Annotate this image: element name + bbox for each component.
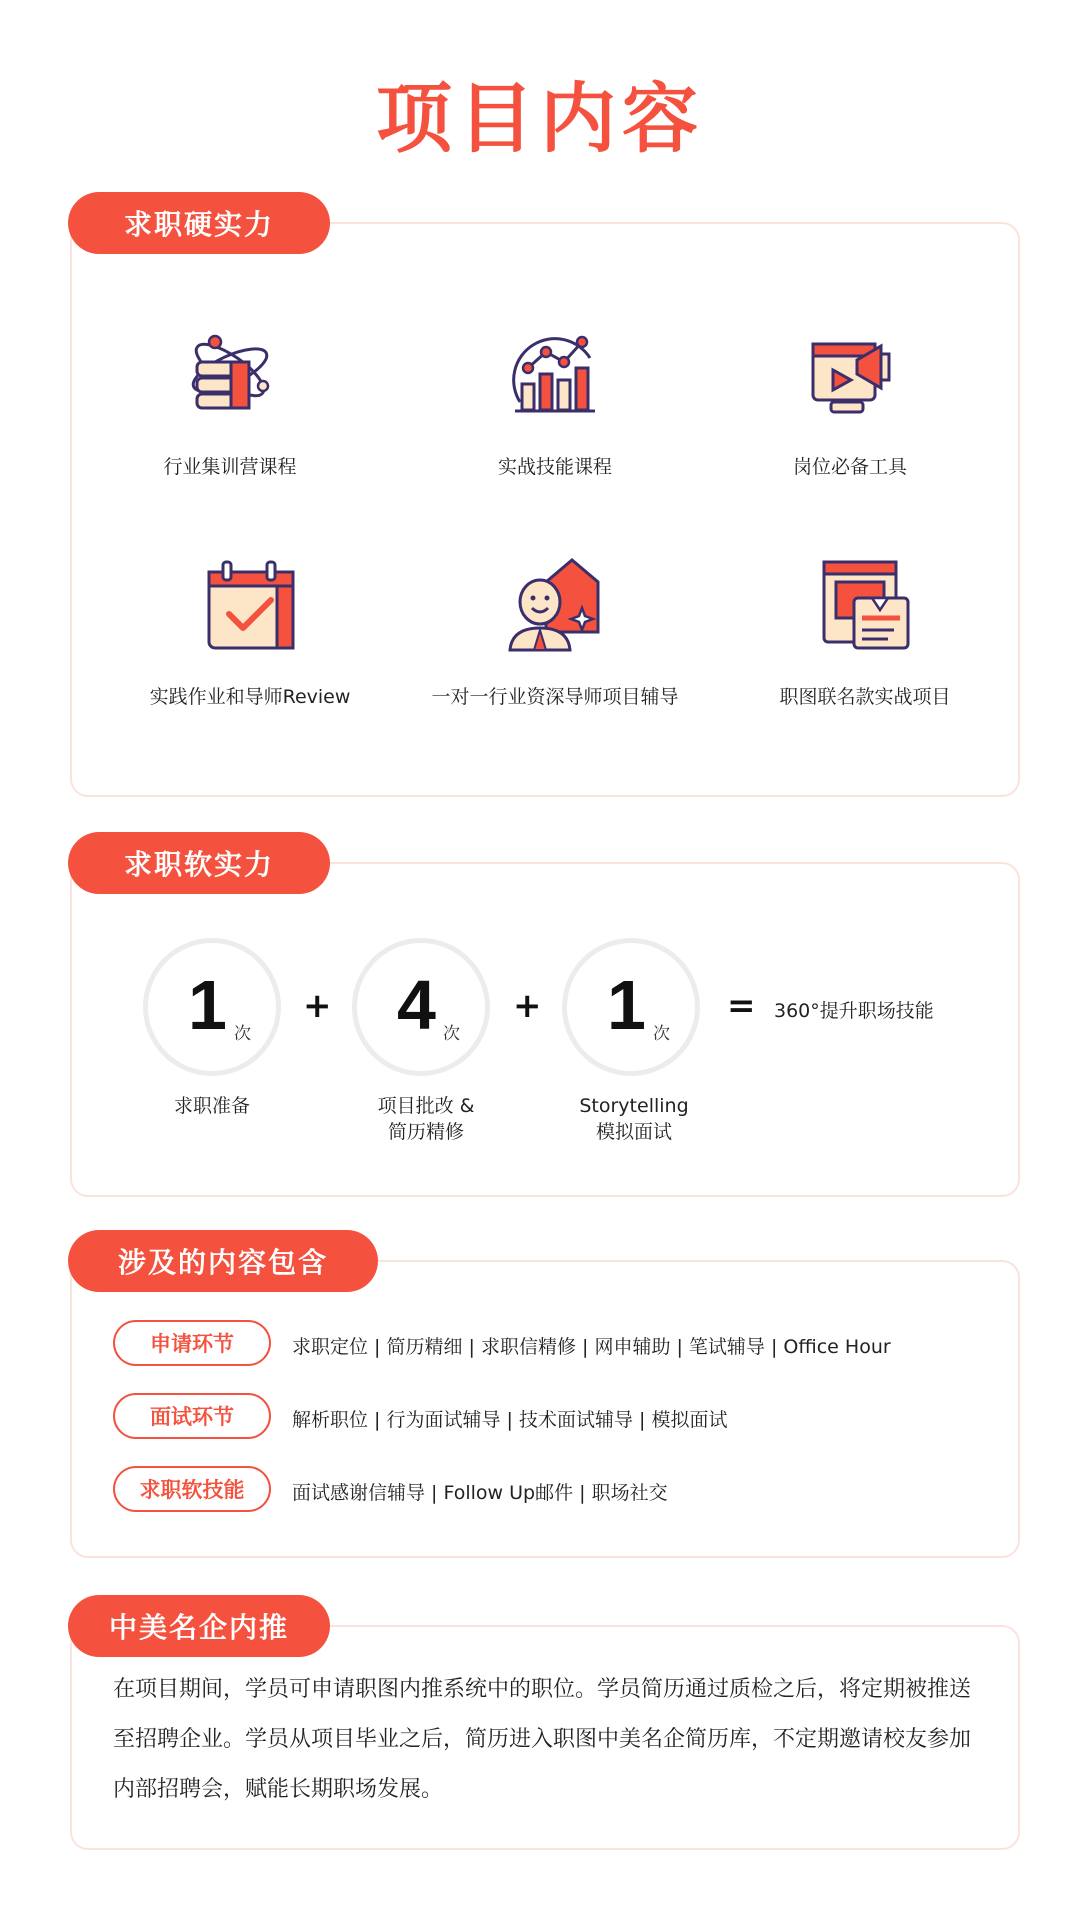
count-label-line: 求职准备 bbox=[173, 1095, 250, 1117]
hard-skills-card bbox=[70, 222, 1020, 797]
count-label bbox=[534, 1093, 734, 1145]
hard-skills-heading: 求职硬实力 bbox=[68, 192, 330, 254]
result-text: 360°提升职场技能 bbox=[774, 1000, 934, 1022]
page-title: 项目内容 bbox=[376, 74, 704, 163]
plus-sign: + bbox=[513, 986, 542, 1026]
row-text: 求职定位 | 简历精细 | 求职信精修 | 网申辅助 | 笔试辅导 | Office Hour bbox=[292, 1336, 891, 1358]
feature-industry-course bbox=[70, 322, 390, 479]
feature-tools bbox=[690, 322, 1010, 479]
count-label bbox=[112, 1093, 312, 1119]
tag-application: 申请环节 bbox=[113, 1320, 271, 1366]
count-number: 1 bbox=[607, 966, 646, 1044]
feature-label: 职图联名款实战项目 bbox=[779, 686, 951, 708]
plus-sign: + bbox=[303, 986, 332, 1026]
megaphone-video-icon bbox=[795, 322, 905, 432]
content-heading: 涉及的内容包含 bbox=[68, 1230, 378, 1292]
count-unit: 次 bbox=[443, 1024, 460, 1044]
server-atom-icon bbox=[175, 322, 285, 432]
tag-interview: 面试环节 bbox=[113, 1393, 271, 1439]
feature-label: 岗位必备工具 bbox=[792, 456, 907, 478]
row-text: 面试感谢信辅导 | Follow Up邮件 | 职场社交 bbox=[292, 1482, 668, 1504]
count-unit: 次 bbox=[653, 1024, 670, 1044]
count-circle bbox=[143, 938, 281, 1076]
soft-skills-heading: 求职软实力 bbox=[68, 832, 330, 894]
mentor-house-icon bbox=[500, 552, 610, 662]
feature-homework-review bbox=[90, 552, 410, 709]
count-label-line: 模拟面试 bbox=[595, 1121, 672, 1143]
feature-joint-project bbox=[705, 552, 1025, 709]
count-label-line: 项目批改 & bbox=[377, 1095, 475, 1117]
feature-skill-course bbox=[395, 322, 715, 479]
feature-label: 实践作业和导师Review bbox=[149, 686, 351, 708]
feature-mentor bbox=[395, 552, 715, 709]
row-text: 解析职位 | 行为面试辅导 | 技术面试辅导 | 模拟面试 bbox=[292, 1409, 728, 1431]
count-number: 4 bbox=[397, 966, 436, 1044]
count-unit: 次 bbox=[234, 1024, 251, 1044]
referral-paragraph: 在项目期间，学员可申请职图内推系统中的职位。学员简历通过质检之后，将定期被推送至招聘企业。学员从项目毕业之后，简历进入职图中美名企简历库，不定期邀请校友参加内部招聘会，赋能长期职场发展。 bbox=[113, 1677, 972, 1802]
count-circle bbox=[352, 938, 490, 1076]
feature-label: 实战技能课程 bbox=[497, 456, 612, 478]
project-folder-icon bbox=[810, 552, 920, 662]
referral-heading: 中美名企内推 bbox=[68, 1595, 330, 1657]
count-number: 1 bbox=[188, 966, 227, 1044]
equals-sign: = bbox=[727, 986, 756, 1026]
bar-chart-network-icon bbox=[500, 322, 610, 432]
count-label-line: 简历精修 bbox=[387, 1121, 464, 1143]
feature-label: 行业集训营课程 bbox=[163, 456, 297, 478]
count-label-line: Storytelling bbox=[579, 1095, 689, 1117]
count-circle bbox=[562, 938, 700, 1076]
count-label bbox=[326, 1093, 526, 1145]
calendar-check-icon bbox=[195, 552, 305, 662]
feature-label: 一对一行业资深导师项目辅导 bbox=[431, 686, 679, 708]
tag-soft-skills: 求职软技能 bbox=[113, 1466, 271, 1512]
